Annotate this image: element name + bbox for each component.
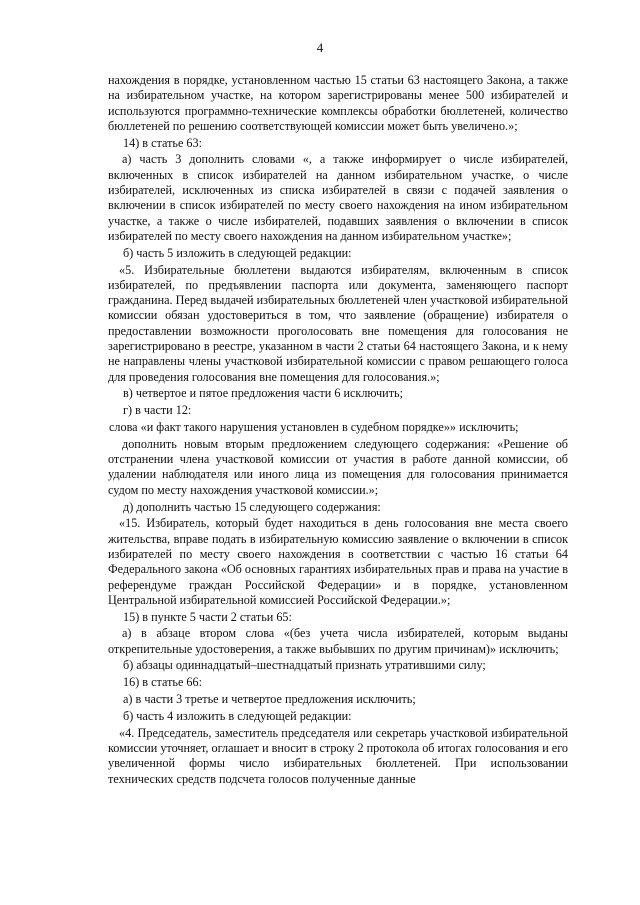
item-14: 14) в статье 63: — [123, 135, 202, 150]
page-number: 4 — [316, 40, 324, 55]
document-body — [108, 73, 568, 788]
subitem-15a: а) в абзаце втором слова «(без учета числа избирателей, которым выданы открепительные удостоверения, а также выбывших по другим причинам)» исключить; — [108, 626, 568, 656]
subitem-14b: б) часть 5 изложить в следующей редакции: — [123, 245, 352, 260]
item-15: 15) в пункте 5 части 2 статьи 65: — [123, 609, 292, 624]
subitem-14a: а) часть 3 дополнить словами «, а также информирует о числе избирателей, включенных в список избирателей на данном избирательном участке, о числе избирателей, исключенных из списка избирателей в связи с подачей заявления о включении в список избирателей по месту своего нахождения на ином избирательном участке, а также о числе избирателей, подавших заявления о включении в список избирателей по месту своего нахождения на данном избирательном участке»; — [108, 152, 568, 243]
subitem-14v: в) четвертое и пятое предложения части 6 исключить; — [123, 386, 403, 401]
quote-part-4: «4. Председатель, заместитель председателя или секретарь участковой избирательной комиссии уточняет, оглашает и вносит в строку 2 протокола об итогах голосования и его увеличенной формы число избирательных бюллетеней. При использовании технических средств подсчета голосов полученные данные — [108, 725, 568, 786]
subitem-14d: д) дополнить частью 15 следующего содержания: — [123, 499, 381, 514]
words-exclusion: слова «и факт такого нарушения установлен в судебном порядке»» исключить; — [109, 420, 519, 435]
subitem-15b: б) абзацы одиннадцатый–шестнадцатый признать утратившими силу; — [123, 658, 486, 673]
subitem-14g: г) в части 12: — [123, 403, 192, 418]
subitem-16b: б) часть 4 изложить в следующей редакции: — [123, 708, 352, 723]
paragraph-continuation: нахождения в порядке, установленном частью 15 статьи 63 настоящего Закона, а также на избирательном участке, на котором зарегистрированы менее 500 избирателей и используются программно-технические комплексы обработки бюллетеней, количество бюллетеней по решению соответствующей комиссии может быть увеличено.»; — [108, 73, 568, 133]
quote-part-15: «15. Избиратель, который будет находиться в день голосования вне места своего жительства, вправе подать в избирательную комиссию заявление о включении в список избирателей по месту своего нахождения в соответствии с частью 16 статьи 64 Федерального закона «Об основных гарантиях избирательных прав и права на участие в референдуме граждан Российской Федерации» и в порядке, установленном Центральной избирательной комиссией Российской Федерации.»; — [108, 516, 569, 607]
subitem-16a: а) в части 3 третье и четвертое предложения исключить; — [123, 692, 416, 707]
item-16: 16) в статье 66: — [123, 675, 202, 690]
new-sentence: дополнить новым вторым предложением следующего содержания: «Решение об отстранении члена участковой комиссии от участия в работе данной комиссии, об удалении наблюдателя или иного лица из помещения для голосования принимается судом по месту нахождения участковой комиссии.»; — [108, 436, 568, 497]
quote-part-5: «5. Избирательные бюллетени выдаются избирателям, включенным в список избирателей, по предъявлении паспорта или документа, заменяющего паспорт гражданина. Перед выдачей избирательных бюллетеней член участковой избирательной комиссии обязан удостовериться в том, что заявление (обращение) избирателя о предоставлении возможности проголосовать вне помещения для голосования не зарегистрировано в реестре, указанном в части 2 статьи 64 настоящего Закона, и к нему не направлены члены участковой избирательной комиссии с правом решающего голоса для проведения голосования вне помещения для голосования.»; — [108, 262, 568, 384]
